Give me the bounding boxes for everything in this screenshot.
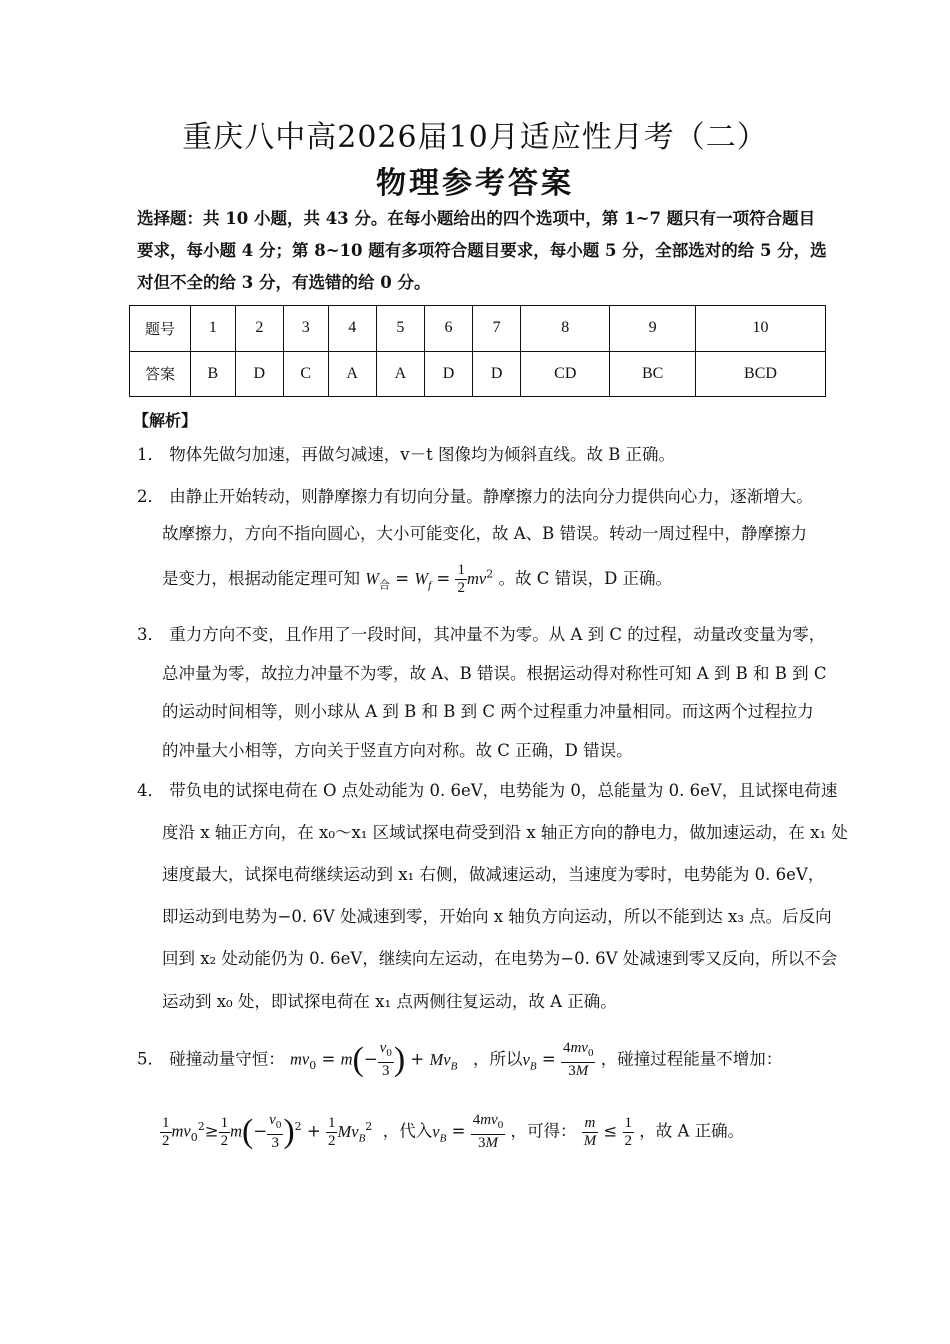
analysis-line: 即运动到电势为−0. 6V 处减速到零，开始向 x 轴负方向运动，所以不能到达 x₃ 点。后反向	[162, 907, 832, 926]
table-header-cell: 答案	[130, 351, 191, 397]
table-header-cell: 题号	[130, 306, 191, 352]
analysis-item-3	[137, 621, 825, 645]
table-cell: 3	[283, 306, 328, 352]
item-number: 5．	[137, 1049, 164, 1069]
analysis-line: 的冲量大小相等，方向关于竖直方向对称。故 C 正确，D 错误。	[162, 741, 633, 760]
table-cell: B	[191, 351, 236, 397]
item-number: 1．	[137, 445, 164, 464]
analysis-line: 故摩擦力，方向不指向圆心，大小可能变化，故 A、B 错误。转动一周过程中，静摩擦力	[162, 524, 808, 543]
document-title: 重庆八中高2026届10月适应性月考（二）	[182, 120, 768, 155]
table-cell: CD	[521, 351, 610, 397]
analysis-line: 总冲量为零，故拉力冲量不为零，故 A、B 错误。根据运动得对称性可知 A 到 B 和 B 到 C	[162, 664, 827, 683]
document-subtitle: 物理参考答案	[376, 166, 574, 201]
table-cell: A	[376, 351, 424, 397]
analysis-item-5: 5． 碰撞动量守恒： $mv_0 = m(-$ $\frac{v_0}{3}$ ) + $Mv_B$ ，所以$v_B$ = $\frac{4mv_0}{3M}$ ，碰撞过程能量不增加：	[137, 1040, 783, 1079]
fraction: $\frac{1}{2}$	[457, 562, 465, 596]
item-text: 带负电的试探电荷在 O 点处动能为 0. 6eV，电势能为 0，总能量为 0. 6eV，且试探电荷速	[169, 781, 838, 800]
table-cell: 1	[191, 306, 236, 352]
analysis-line-formula: $\frac{1}{2}$ $mv_0^2\ge$ $\frac{1}{2}$ m(− $\frac{v_0}{3}$ )$^2$ + $\frac{1}{2}$ $Mv_B^2$ ，代入$v_B$ = $\frac{4mv_0}{3M}$ ，可得： $\frac{m}{M}$ ≤ $\frac{1}{2}$ ，故 A 正确。	[162, 1112, 745, 1151]
table-cell: C	[283, 351, 328, 397]
table-cell: D	[235, 351, 283, 397]
analysis-line: 运动到 x₀ 处，即试探电荷在 x₁ 点两侧往复运动，故 A 正确。	[162, 992, 617, 1011]
table-cell: A	[328, 351, 376, 397]
analysis-line: 的运动时间相等，则小球从 A 到 B 和 B 到 C 两个过程重力冲量相同。而这两个过程拉力	[162, 702, 814, 721]
analysis-item-2	[137, 483, 813, 507]
item-text: 由静止开始转动，则静摩擦力有切向分量。静摩擦力的法向分力提供向心力，逐渐增大。	[169, 487, 813, 506]
fraction: $\frac{v_0}{3}$	[269, 1112, 282, 1151]
analysis-item-4	[137, 777, 837, 801]
fraction: $\frac{4mv_0}{3M}$	[562, 1040, 594, 1079]
fraction: $\frac{1}{2}$	[624, 1114, 633, 1149]
analysis-line: 回到 x₂ 处动能仍为 0. 6eV，继续向左运动，在电势为−0. 6V 处减速到零又反向，所以不会	[162, 949, 838, 968]
analysis-line: 速度最大，试探电荷继续运动到 x₁ 右侧，做减速运动，当速度为零时，电势能为 0. 6eV，	[162, 865, 825, 884]
item-number: 2．	[137, 487, 164, 506]
fraction: $\frac{1}{2}$	[327, 1114, 336, 1149]
analysis-line-formula: 是变力，根据动能定理可知 $W_合 = W_f$ = $\frac{1}{2}$ $mv^2$ 。故 C 错误，D 正确。	[162, 562, 673, 596]
table-cell: 6	[424, 306, 472, 352]
fraction: $\frac{1}{2}$	[220, 1114, 229, 1149]
table-cell: BCD	[695, 351, 825, 397]
table-cell: D	[424, 351, 472, 397]
analysis-item-1	[137, 441, 675, 465]
item-text: 物体先做匀加速，再做匀减速，v－t 图像均为倾斜直线。故 B 正确。	[169, 445, 676, 464]
table-row-question-numbers	[130, 306, 826, 352]
analysis-line: 度沿 x 轴正方向，在 x₀～x₁ 区域试探电荷受到沿 x 轴正方向的静电力，做加速运动，在 x₁ 处	[162, 823, 848, 842]
answer-table	[129, 305, 826, 397]
item-number: 3．	[137, 625, 164, 644]
item-text: 重力方向不变，且作用了一段时间，其冲量不为零。从 A 到 C 的过程，动量改变量为零，	[169, 625, 826, 644]
table-cell: 5	[376, 306, 424, 352]
item-number: 4．	[137, 781, 164, 800]
table-cell: 4	[328, 306, 376, 352]
table-cell: D	[473, 351, 521, 397]
fraction: $\frac{1}{2}$	[162, 1114, 170, 1149]
analysis-heading: 【解析】	[133, 411, 198, 430]
table-row-answers	[130, 351, 826, 397]
fraction: $\frac{4mv_0}{3M}$	[472, 1112, 504, 1151]
table-cell: 9	[610, 306, 696, 352]
section-instructions: 选择题：共 10 小题，共 43 分。在每小题给出的四个选项中，第 1~7 题只有一项符合题目要求，每小题 4 分；第 8~10 题有多项符合题目要求，每小题 5 分，全部选对的给 5 分，选对但不全的给 3 分，有选错的给 0 分。	[137, 209, 827, 292]
table-cell: 10	[695, 306, 825, 352]
table-cell: 8	[521, 306, 610, 352]
table-cell: 7	[473, 306, 521, 352]
table-cell: BC	[610, 351, 696, 397]
fraction: $\frac{m}{M}$	[583, 1114, 597, 1149]
fraction: $\frac{v_0}{3}$	[379, 1040, 392, 1079]
table-cell: 2	[235, 306, 283, 352]
